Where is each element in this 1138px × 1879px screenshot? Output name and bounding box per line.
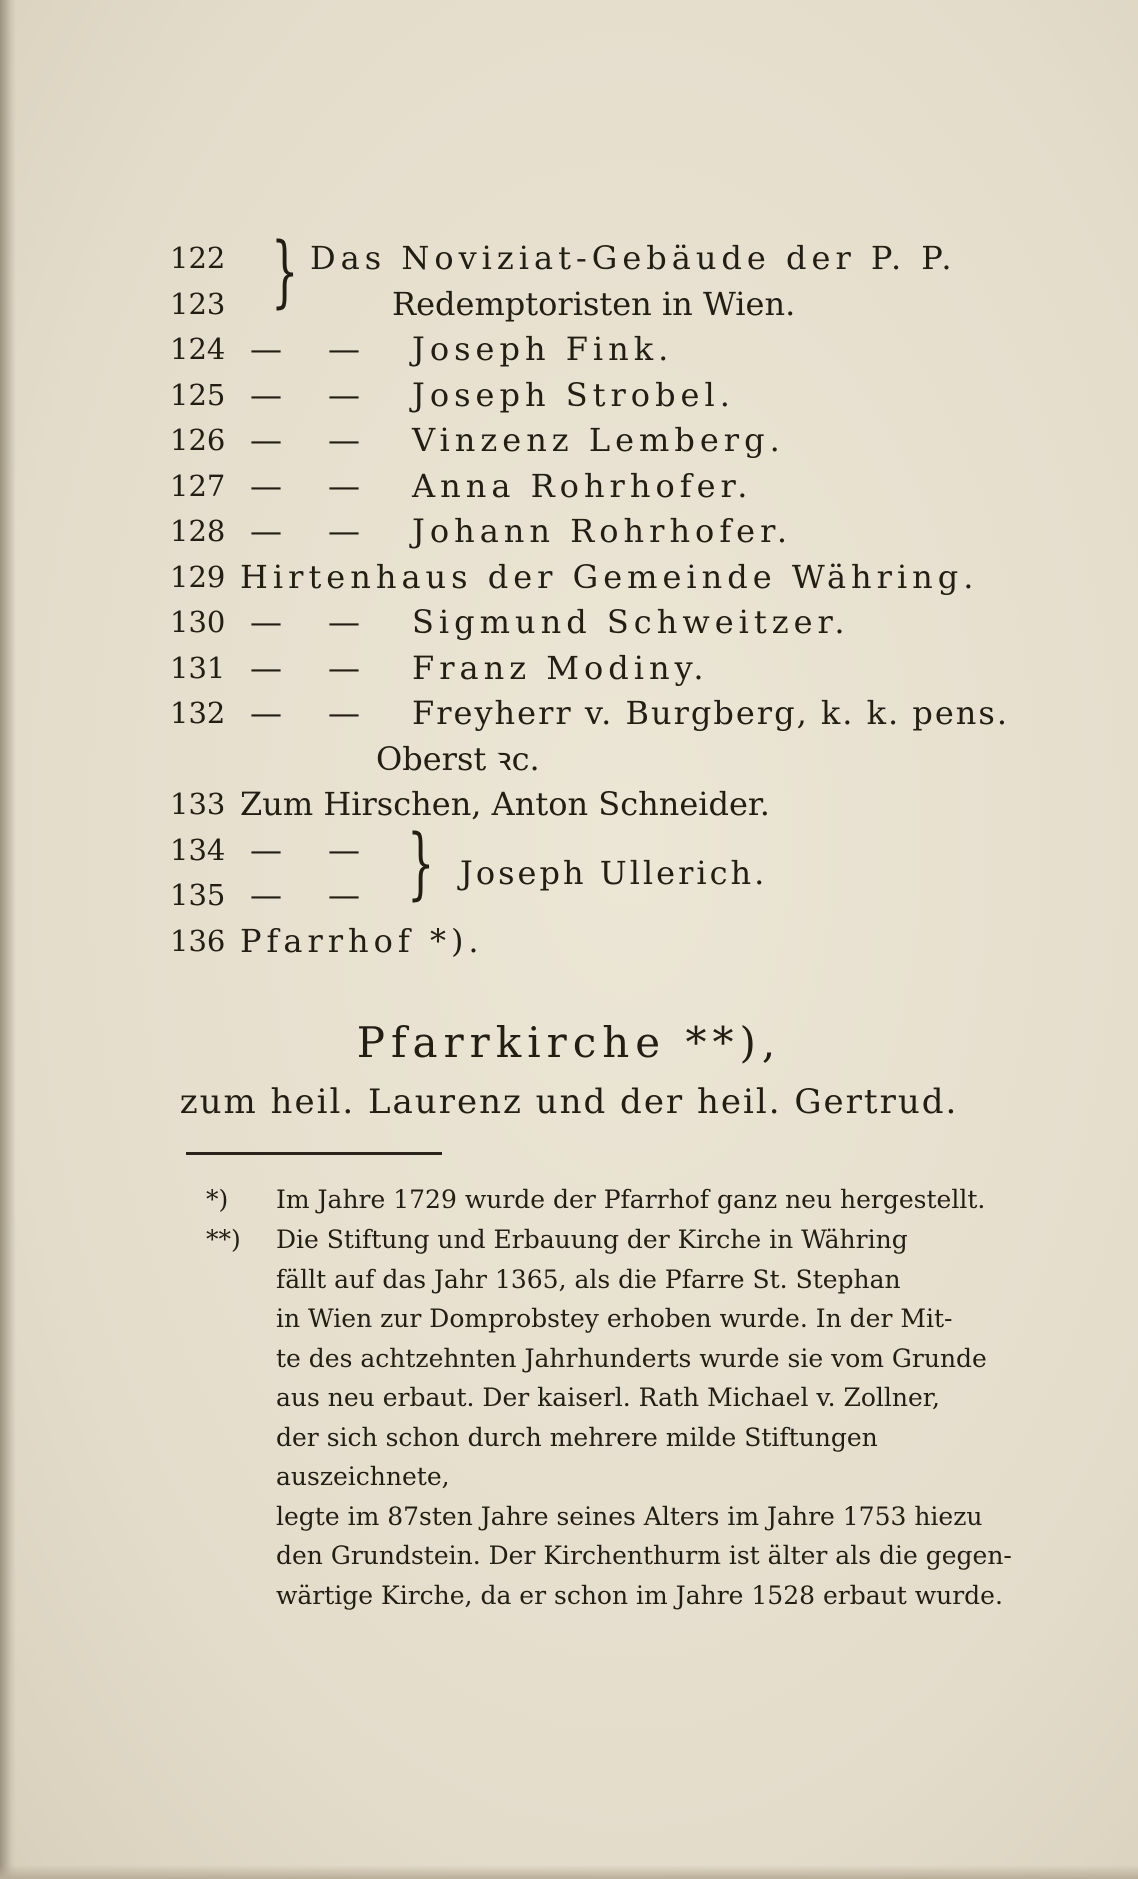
list-item (170, 646, 1030, 692)
owner-name: Franz Modiny. (412, 648, 709, 687)
footnote-line: te des achtzehnten Jahrhunderts wurde sie vom Grunde (276, 1343, 987, 1373)
house-number: 129 (170, 559, 226, 594)
footnote-text (276, 1220, 1016, 1615)
house-number: 131 (170, 650, 226, 685)
footnote-line: aus neu erbaut. Der kaiserl. Rath Michael v. Zollner, (276, 1383, 940, 1412)
list-item (170, 600, 1030, 646)
list-item (170, 464, 1030, 510)
footnote-line: den Grundstein. Der Kirchenthurm ist älter als die gegen- (276, 1541, 1012, 1570)
house-number: 128 (170, 514, 226, 548)
section-subheading: zum heil. Laurenz und der heil. Gertrud. (179, 1082, 959, 1122)
ditto-dash: — (328, 421, 362, 459)
ditto-dash: — (328, 830, 362, 869)
ditto-dash: — (250, 512, 284, 550)
ditto-dash: — (250, 648, 284, 687)
owner-name: Vinzenz Lemberg. (412, 421, 785, 459)
ditto-dash: — (328, 876, 362, 914)
ditto-dash: — (250, 876, 284, 914)
house-number: 123 (170, 286, 226, 321)
list-item (170, 691, 1030, 737)
ditto-dash: — (328, 512, 362, 550)
list-item (170, 782, 1030, 828)
footnote-line: wärtige Kirche, da er schon im Jahre 1528 erbaut wurde. (276, 1580, 1003, 1610)
ditto-dash: — (328, 330, 362, 368)
footnote-line: Die Stiftung und Erbauung der Kirche in Währing (276, 1225, 908, 1254)
ditto-dash: — (328, 375, 362, 414)
ditto-dash: — (250, 466, 284, 505)
footnote-line: in Wien zur Domprobstey erhoben wurde. In der Mit- (276, 1304, 953, 1333)
house-number: 130 (170, 605, 226, 639)
list-item (170, 919, 1030, 965)
ditto-dash: — (328, 648, 362, 687)
footnote-line: legte im 87sten Jahre seines Alters im Jahre 1753 hiezu (276, 1501, 983, 1531)
owner-title: Oberst ꝛc. (376, 739, 540, 778)
house-description: Redemptoristen in Wien. (392, 284, 796, 323)
list-item (170, 509, 1030, 555)
footnote-rule (186, 1152, 442, 1155)
ditto-dash: — (328, 466, 362, 505)
ditto-dash: — (328, 603, 362, 641)
section-heading: Pfarrkirche **), (356, 1018, 782, 1067)
house-number: 122 (170, 241, 226, 275)
list-item (170, 373, 1030, 419)
house-description: Das Noviziat-Gebäude der P. P. (310, 239, 957, 277)
footnote-line: fällt auf das Jahr 1365, als die Pfarre St. Stephan (276, 1264, 901, 1294)
house-number: 126 (170, 423, 226, 457)
house-description: Zum Hirschen, Anton Schneider. (240, 785, 770, 823)
footnote-mark: **) (206, 1225, 241, 1254)
ditto-dash: — (250, 830, 284, 869)
list-item (170, 282, 1030, 328)
owner-name: Johann Rohrhofer. (412, 512, 793, 550)
owner-name: Sigmund Schweitzer. (412, 603, 850, 641)
brace-symbol: } (271, 227, 299, 317)
ditto-dash: — (250, 375, 284, 414)
ditto-dash: — (250, 330, 284, 368)
footnote-line: der sich schon durch mehrere milde Stiftungen auszeichnete, (276, 1422, 878, 1491)
ditto-dash: — (328, 694, 362, 732)
footnote-mark: *) (206, 1185, 229, 1214)
page-gutter (0, 0, 16, 1879)
list-item (170, 327, 1030, 373)
ditto-dash: — (250, 694, 284, 732)
list-item (170, 418, 1030, 464)
footnote-line: Im Jahre 1729 wurde der Pfarrhof ganz neu hergestellt. (276, 1185, 986, 1214)
house-list (170, 227, 1030, 964)
house-number: 124 (170, 332, 226, 366)
list-item-continuation (170, 737, 1030, 783)
house-number: 132 (170, 696, 226, 730)
owner-name: Anna Rohrhofer. (412, 466, 753, 505)
owner-name: Freyherr v. Burgberg, k. k. pens. (412, 694, 1009, 732)
ditto-dash: — (250, 421, 284, 459)
list-item (170, 555, 1030, 601)
brace-symbol: } (407, 818, 435, 909)
owner-name: Joseph Strobel. (412, 375, 735, 414)
house-number: 135 (170, 878, 226, 912)
house-number: 127 (170, 468, 226, 503)
footnote-text (276, 1180, 1016, 1220)
house-description: Hirtenhaus der Gemeinde Währing. (240, 557, 979, 596)
house-description: Pfarrhof *). (240, 921, 484, 960)
house-number: 133 (170, 787, 226, 821)
list-item (170, 854, 1030, 919)
house-number: 134 (170, 832, 226, 867)
owner-name: Joseph Fink. (412, 330, 674, 368)
page-bottom-edge (0, 1865, 1138, 1879)
owner-name: Joseph Ullerich. (460, 854, 768, 892)
house-number: 125 (170, 377, 226, 412)
house-number: 136 (170, 923, 226, 958)
ditto-dash: — (250, 603, 284, 641)
